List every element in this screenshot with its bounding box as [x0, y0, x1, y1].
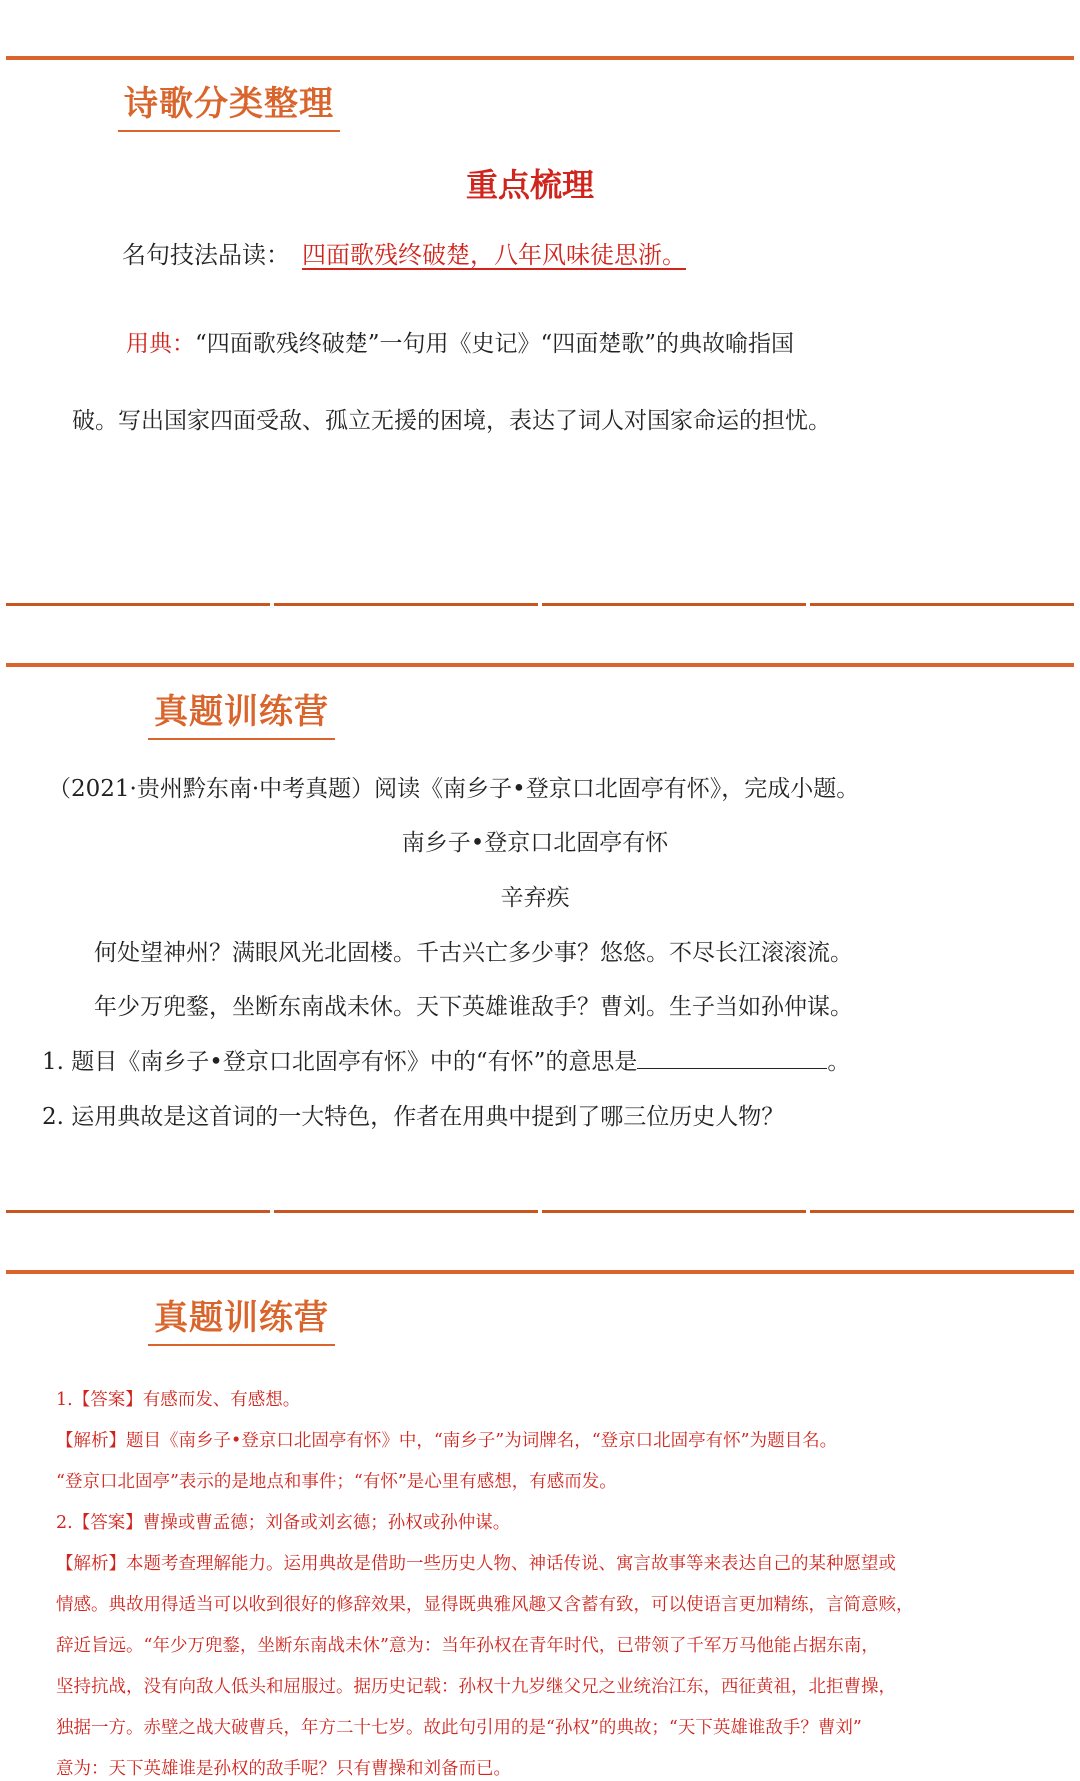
- question-1: [42, 1045, 850, 1079]
- question-2: 2. 运用典故是这首词的一大特色，作者在用典中提到了哪三位历史人物？: [42, 1104, 785, 1130]
- exam-intro: （2021·贵州黔东南·中考真题）阅读《南乡子•登京口北固亭有怀》，完成小题。: [48, 776, 860, 802]
- allusion-label: 用典：: [126, 331, 195, 357]
- answer-line-2: 【解析】题目《南乡子•登京口北固亭有怀》中，“南乡子”为词牌名，“登京口北固亭有怀”为题目名。: [56, 1431, 838, 1451]
- section-title-poetry: 诗歌分类整理: [118, 82, 340, 132]
- top-divider: [6, 56, 1074, 60]
- question-1-text: 1. 题目《南乡子•登京口北固亭有怀》中的“有怀”的意思是: [42, 1049, 638, 1075]
- section3-top-divider: [6, 1270, 1074, 1274]
- poem-line-1: 何处望神州？满眼风光北固楼。千古兴亡多少事？悠悠。不尽长江滚滚流。: [94, 940, 853, 966]
- section-title-answers: 真题训练营: [148, 1296, 335, 1346]
- section2-top-divider: [6, 663, 1074, 667]
- answer-line-7: 辞近旨远。“年少万兜鍪，坐断东南战未休”意为：当年孙权在青年时代，已带领了千军万马他能占据东南，: [56, 1636, 879, 1656]
- subtitle-key-points: 重点梳理: [465, 166, 594, 204]
- poem-author: 辛弃疾: [500, 885, 570, 911]
- poem-line-2: 年少万兜鍪，坐断东南战未休。天下英雄谁敌手？曹刘。生子当如孙仲谋。: [94, 994, 853, 1020]
- answer-line-8: 坚持抗战，没有向敌人低头和屈服过。据历史记载：孙权十九岁继父兄之业统治江东，西征黄祖，北拒曹操，: [56, 1677, 896, 1697]
- answer-line-5: 【解析】本题考查理解能力。运用典故是借助一些历史人物、神话传说、寓言故事等来表达自己的某种愿望或: [56, 1554, 896, 1574]
- answer-line-6: 情感。典故用得适当可以收到很好的修辞效果，显得既典雅风趣又含蓄有致，可以使语言更加精练，言简意赅，: [56, 1595, 914, 1615]
- technique-quote: 四面歌残终破楚，八年风味徒思浙。: [302, 241, 686, 269]
- answer-line-1: 1.【答案】有感而发、有感想。: [56, 1390, 301, 1410]
- answer-blank: [637, 1046, 827, 1069]
- technique-label: 名句技法品读：: [122, 241, 290, 269]
- question-1-end: 。: [827, 1049, 851, 1075]
- section2-bottom-divider: [6, 1210, 1074, 1213]
- answer-line-9: 独据一方。赤壁之战大破曹兵，年方二十七岁。故此句引用的是“孙权”的典故；“天下英雄谁敌手？曹刘”: [56, 1718, 862, 1738]
- section-title-practice: 真题训练营: [148, 690, 335, 740]
- allusion-text-1: “四面歌残终破楚”一句用《史记》“四面楚歌”的典故喻指国: [195, 331, 795, 357]
- allusion-line-2: 破。写出国家四面受敌、孤立无援的困境，表达了词人对国家命运的担忧。: [72, 408, 831, 434]
- answer-line-10: 意为：天下英雄谁是孙权的敌手呢？只有曹操和刘备而已。: [56, 1759, 511, 1779]
- allusion-line-1: [126, 327, 794, 361]
- section1-bottom-divider: [6, 603, 1074, 606]
- poem-title: 南乡子•登京口北固亭有怀: [401, 830, 669, 856]
- answer-line-3: “登京口北固亭”表示的是地点和事件；“有怀”是心里有感想，有感而发。: [56, 1472, 617, 1492]
- answer-line-4: 2.【答案】曹操或曹孟德；刘备或刘玄德；孙权或孙仲谋。: [56, 1513, 511, 1533]
- technique-line: [122, 238, 686, 272]
